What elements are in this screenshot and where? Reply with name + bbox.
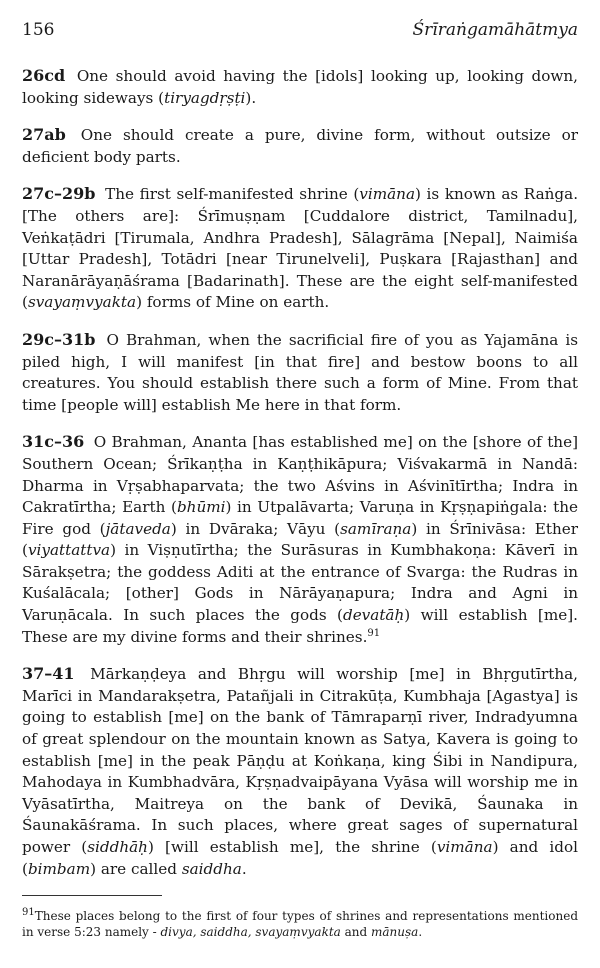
text-segment: One should avoid having the [idols] looking up, looking down, looking sideways ( [22,67,578,107]
text-segment: ) in Dvāraka; Vāyu ( [170,519,341,538]
text-segment: and [340,925,372,940]
italic-term: mānuṣa [371,925,419,940]
verse-text [22,126,578,166]
verse-27c-29b [22,183,578,314]
text-segment: . [241,859,247,878]
running-title: Śrīraṅgamāhātmya [412,20,578,40]
italic-term: vimāna [359,185,416,204]
text-segment: ) and idol ( [22,838,578,878]
verse-27ab [22,124,578,168]
footnote-91 [22,908,578,940]
footnote-divider [22,895,162,896]
verse-text [22,185,578,311]
verse-text [22,433,578,645]
italic-term: divya, saiddha, svayaṃvyakta [160,925,341,940]
text-segment: These places belong to the first of four types of shrines and representations mentioned in verse 5:23 namely - [22,909,578,940]
text-segment: Mārkaṇḍeya and Bhṛgu will worship [me] in Bhṛgutīrtha, Marīci in Mandarakṣetra, Patañjali in Citrakūṭa, Kumbhaja [Agastya] is going to establish [me] on the bank of Tāmraparṇī river, Indradyumna of great splendour on the mountain known as Satya, Kavera is going to establish [me] in the peak Pāṇḍu at Koṅkaṇa, king Śibi in Nandipura, Mahodaya in Kumbhadvāra, Kṛṣṇadvaipāyana Vyāsa will worship me in Vyāsatīrtha, Maitreya on the bank of Devikā, Śaunaka in Śaunakāśrama. In such places, where great sages of supernatural power ( [22,665,578,856]
text-segment: One should create a pure, divine form, without outsize or deficient body parts. [22,126,579,166]
italic-term: saiddha [181,859,242,878]
verse-29c-31b [22,329,578,416]
verse-number: 26cd [22,66,66,85]
italic-term: viyattattva [27,541,111,560]
verse-text [22,331,578,414]
italic-term: siddhāḥ [87,838,148,856]
text-segment: ) in Śrīnivāsa: Ether ( [22,519,579,560]
text-segment: ). [245,88,257,107]
text-segment: ) forms of Mine on earth. [136,293,330,312]
page-number: 156 [22,20,55,40]
italic-term: tiryagdṛṣṭi [164,88,246,107]
text-segment: ) in Utpalāvarta; Varuṇa in Kṛṣṇapiṅgala: the Fire god ( [22,498,578,538]
verse-text [22,67,578,107]
text-segment: ) are called [90,859,182,878]
verse-number: 31c–36 [22,432,85,452]
italic-term: bhūmi [176,498,226,517]
text-segment: O Brahman, when the sacrificial fire of you as Yajamāna is piled high, I will manifest [in that fire] and bestow boons to all creatures. You should establish there such a form of Mine. From that time [people will] establish Me here in that form. [22,330,578,414]
italic-term: samīraṇa [340,519,412,538]
text-segment: O Brahman, Ananta [has established me] on the [shore of the] Southern Ocean; Śrīkaṇṭha in Kaṇṭhikāpura; Viśvakarmā in Nandā: Dharma in Vṛṣabhaparvata; the two Aśvins in Aśvinītīrtha; Indra in Cakratīrtha; Earth ( [22,433,579,517]
verse-number: 27c–29b [22,184,96,204]
verse-text [22,665,578,877]
text-segment: The first self-manifested shrine ( [105,185,360,204]
italic-term: svayaṃvyakta [27,293,137,312]
italic-term: jātaveda [105,519,171,538]
verse-number: 29c–31b [22,329,96,349]
verse-list [22,65,578,880]
footnote-marker: 91 [367,627,381,639]
page-header [22,0,578,38]
italic-term: devatāḥ [342,606,405,625]
text-segment: . [418,925,423,940]
verse-37-41 [22,663,578,880]
verse-26cd [22,65,578,109]
footnote-marker: 91 [22,907,35,919]
text-segment: ) will establish [me]. These are my divine forms and their shrines. [22,606,578,646]
text-segment: ) [will establish me], the shrine ( [147,838,437,856]
italic-term: bimbam [27,859,91,878]
verse-number: 37–41 [22,664,75,684]
verse-number: 27ab [22,125,66,145]
text-segment: ) is known as Raṅga. [The others are]: Śrīmuṣṇam [Cuddalore district, Tamilnadu], Veṅkaṭādri [Tirumala, Andhra Pradesh], Sālagrāma [Nepal], Naimiśa [Uttar Pradesh], Totādri [near Tirunelveli], Puṣkara [Rajasthan] and Naranārāyaṇāśrama [Badarinath]. These are the eight self-manifested ( [22,185,579,312]
italic-term: vimāna [436,838,493,856]
verse-31c-36 [22,431,578,648]
text-segment: ) in Viṣṇutīrtha; the Surāsuras in Kumbhakoṇa: Kāverī in Sārakṣetra; the goddess Aditi at the entrance of Svarga: the Rudras in Kuśalācala; [other] Gods in Nārāyaṇapura; Indra and Agni in Varuṇācala. In such places the gods ( [22,541,578,625]
